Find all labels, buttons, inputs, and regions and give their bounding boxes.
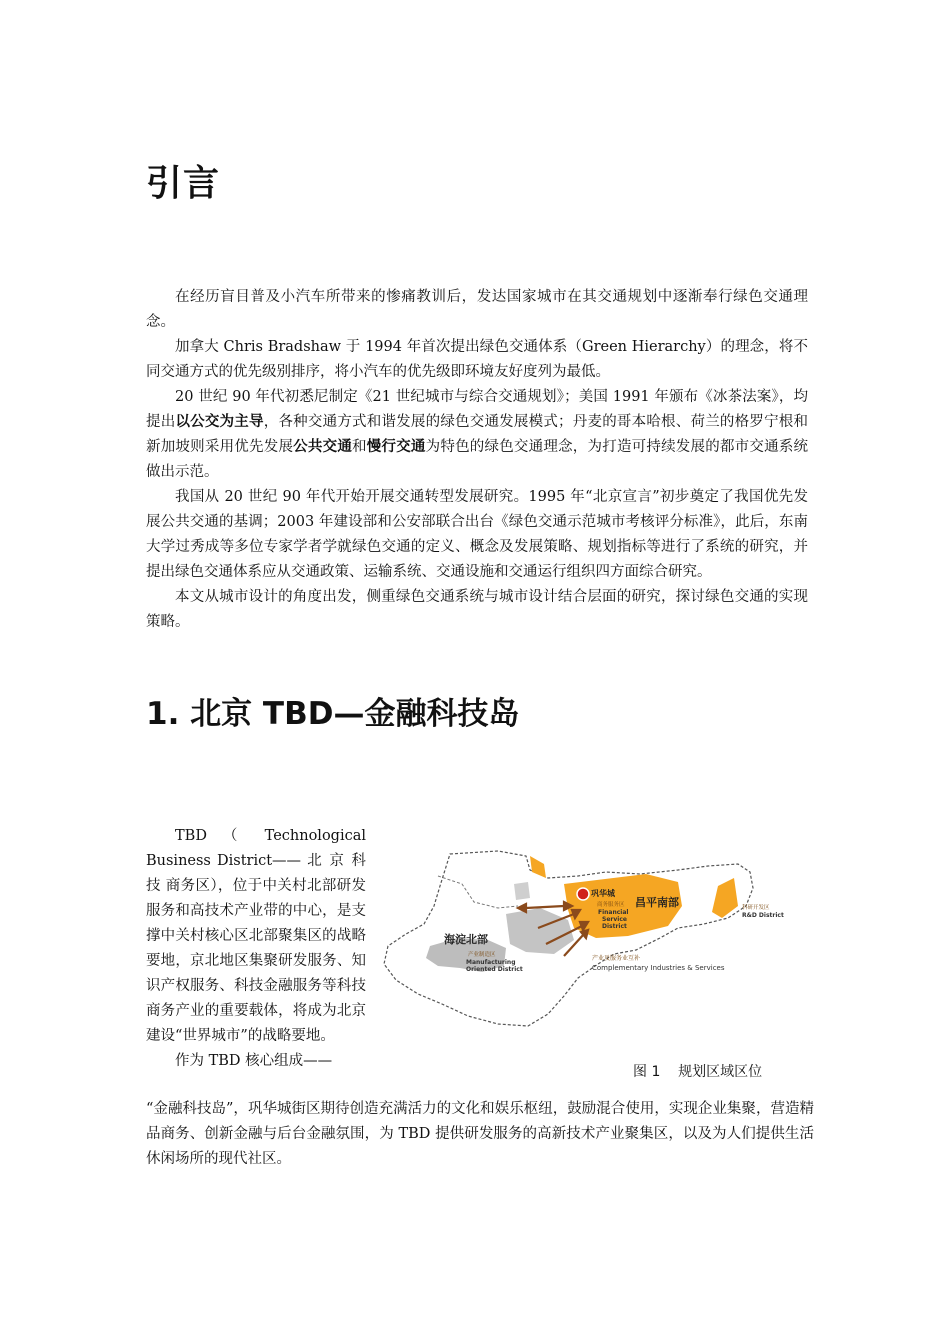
heading-section-1: 1. 北京 TBD—金融科技岛 <box>146 696 520 732</box>
p3-bold-transit-led: 以公交为主导 <box>175 414 264 430</box>
p3-text-d: 和 <box>352 439 367 455</box>
p3-text-a: 20 世纪 90 年代初悉尼制定《21 世纪城市与综合交通规划》；美国 1991 年颁布《冰茶法案》，均提出 <box>146 389 808 430</box>
label-comp-cn: 产业及服务业互补 <box>592 955 641 962</box>
intro-paragraph-4: 我国从 20 世纪 90 年代开始开展交通转型发展研究。1995 年“北京宣言”初步奠定了我国优先发展公共交通的基调；2003 年建设部和公安部联合出台《绿色交通示范城市考核评分标准》，此后，东南大学过秀成等多位专家学者学就绿色交通的定义、概念及发展策略、规划指标等进行了系统的研究，并提出绿色交通体系应从交通政策、运输系统、交通设施和交通运行组织四方面综合研究。 <box>146 489 808 580</box>
gonghua-marker <box>577 888 589 900</box>
location-map-figure <box>378 848 788 1028</box>
location-map <box>378 848 788 1028</box>
label-finance-en-1: Financial <box>598 909 629 916</box>
p3-bold-public-transit: 公共交通 <box>293 439 353 455</box>
p3-bold-slow-traffic: 慢行交通 <box>366 439 426 455</box>
label-changping: 昌平南部 <box>635 896 679 909</box>
section1-paragraph-1: TBD （ Technological Business District—— 北 京 科 技 商务区），位于中关村北部研发服务和高技术产业带的中心，是支撑中关村核心区北部聚集区的战略要地，京北地区集聚研发服务、知识产权服务、科技金融服务等科技商务产业的重要载体，将成为北京建设“世界城市”的战略要地。 <box>146 828 366 1044</box>
section1-side-text <box>146 824 366 1074</box>
label-finance-en-2: Service <box>602 916 627 923</box>
intro-paragraph-2: 加拿大 Chris Bradshaw 于 1994 年首次提出绿色交通体系（Green Hierarchy）的理念，将不同交通方式的优先级别排序，将小汽车的优先级即环境友好度列为最低。 <box>146 339 808 380</box>
label-mfg-cn: 产业制造区 <box>468 952 496 958</box>
p3-text-e: 为特色的绿色交通理念，为打造可持续发展的都市交通系统做出示范。 <box>146 439 809 480</box>
intro-paragraph-5: 本文从城市设计的角度出发，侧重绿色交通系统与城市设计结合层面的研究，探讨绿色交通的实现策略。 <box>146 589 808 630</box>
label-comp-en: Complementary Industries & Services <box>592 964 725 972</box>
label-rd-en: R&D District <box>742 912 784 919</box>
section1-paragraph-2-start: 作为 TBD 核心组成—— <box>175 1053 333 1069</box>
label-rd-cn: 科研开发区 <box>742 905 770 911</box>
label-gonghua: 巩华城 <box>591 889 615 898</box>
intro-paragraph-1: 在经历盲目普及小汽车所带来的惨痛教训后，发达国家城市在其交通规划中逐渐奉行绿色交通理念。 <box>146 289 808 330</box>
label-haidian: 海淀北部 <box>444 933 488 946</box>
label-mfg-en-1: Manufacturing <box>466 959 516 966</box>
figure-caption: 图 1 规划区域区位 <box>633 1064 763 1080</box>
label-mfg-en-2: Oriented District <box>466 966 523 973</box>
label-finance-en-3: District <box>602 923 627 930</box>
intro-paragraph-3 <box>146 385 808 485</box>
label-finance-cn: 商务服务区 <box>597 902 625 908</box>
intro-body <box>146 285 808 635</box>
section1-paragraph-2-continued: “金融科技岛”，巩华城街区期待创造充满活力的文化和娱乐枢纽，鼓励混合使用，实现企业集聚，营造精品商务、创新金融与后台金融氛围，为 TBD 提供研发服务的高新技术产业聚集区，以及为人们提供生活休闲场所的现代社区。 <box>146 1101 814 1167</box>
section1-bottom-text <box>146 1097 814 1172</box>
heading-intro: 引言 <box>146 163 221 204</box>
small-grey-block <box>514 882 530 900</box>
p3-text-c: ，各种交通方式和谐发展的绿色交通发展模式；丹麦的哥本哈根、荷兰的格罗宁根和新加坡则采用优先发展 <box>146 414 809 455</box>
